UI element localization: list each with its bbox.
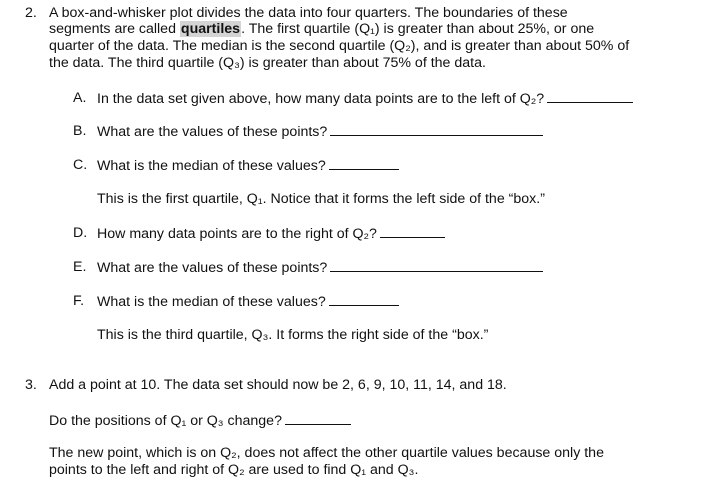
answer-blank-a[interactable] (547, 90, 633, 103)
answer-blank-b[interactable] (330, 123, 543, 136)
item-a (97, 90, 633, 108)
intro-line-2-end: . The first quartile (Q₁) is greater than about 25%, or one (241, 21, 595, 37)
question-2-number: 2. (25, 5, 37, 21)
item-c (97, 157, 399, 175)
intro-line-2 (49, 21, 594, 38)
question-3-number: 3. (25, 377, 37, 393)
item-d-text: How many data points are to the right of Q₂? (97, 226, 377, 242)
explanation-line-2: points to the left and right of Q₂ are used to find Q₁ and Q₃. (49, 462, 419, 478)
item-b-text: What are the values of these points? (97, 124, 328, 140)
answer-blank-e[interactable] (330, 259, 543, 272)
intro-line-3: quarter of the data. The median is the second quartile (Q₂), and is greater than about 50% of (49, 38, 630, 54)
item-b-letter: B. (73, 123, 87, 139)
note-third-quartile: This is the third quartile, Q₃. It forms the right side of the “box.” (97, 327, 489, 343)
answer-blank-q3[interactable] (285, 412, 351, 425)
item-e-letter: E. (73, 259, 87, 275)
item-a-letter: A. (73, 90, 87, 106)
question-3-ask-text: Do the positions of Q₁ or Q₃ change? (49, 413, 282, 429)
answer-blank-f[interactable] (329, 293, 399, 306)
item-d (97, 225, 445, 243)
intro-line-4: the data. The third quartile (Q₃) is greater than about 75% of the data. (49, 55, 486, 71)
explanation-line-1: The new point, which is on Q₂, does not affect the other quartile values because only the (49, 445, 604, 461)
note-first-quartile: This is the first quartile, Q₁. Notice that it forms the left side of the “box.” (97, 191, 545, 207)
item-f-letter: F. (73, 293, 85, 309)
item-d-letter: D. (73, 225, 88, 241)
question-3-line-1: Add a point at 10. The data set should now be 2, 6, 9, 10, 11, 14, and 18. (49, 377, 507, 393)
item-b (97, 123, 543, 141)
item-a-text: In the data set given above, how many data points are to the left of Q₂? (97, 91, 545, 107)
question-3-ask (49, 412, 351, 430)
item-e (97, 259, 543, 277)
item-f-text: What is the median of these values? (97, 294, 326, 310)
item-e-text: What are the values of these points? (97, 260, 328, 276)
answer-blank-c[interactable] (329, 157, 399, 170)
answer-blank-d[interactable] (380, 225, 445, 238)
intro-line-2-start: segments are called (49, 21, 180, 37)
item-f (97, 293, 399, 311)
intro-line-1: A box-and-whisker plot divides the data into four quarters. The boundaries of these (49, 5, 568, 21)
quartiles-term: quartiles (180, 21, 241, 37)
item-c-letter: C. (73, 157, 88, 173)
item-c-text: What is the median of these values? (97, 158, 326, 174)
